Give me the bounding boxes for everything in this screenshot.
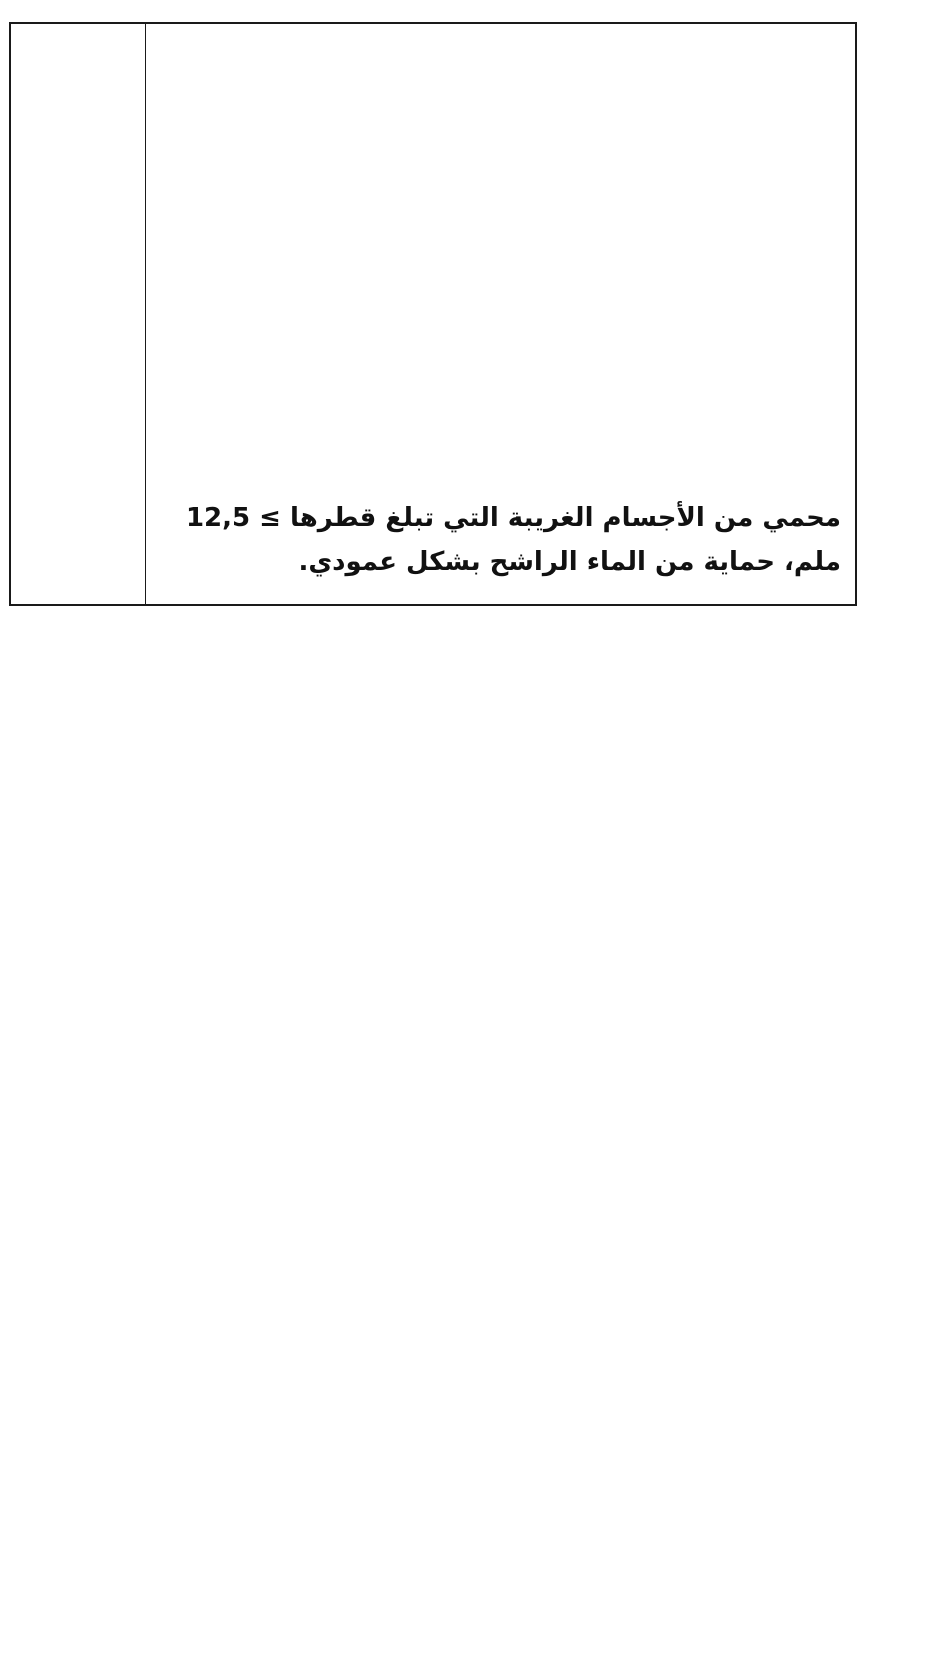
table-cell-description [147,24,855,604]
table-cell-code [11,24,145,604]
description-line-2: ملم، حماية من الماء الراشح بشكل عمودي. [298,547,841,577]
column-divider [145,24,146,604]
protection-description [157,496,841,584]
description-line-1: محمي من الأجسام الغريبة التي تبلغ قطرها ≥ 12,5 [185,503,841,533]
spec-table [9,22,857,606]
